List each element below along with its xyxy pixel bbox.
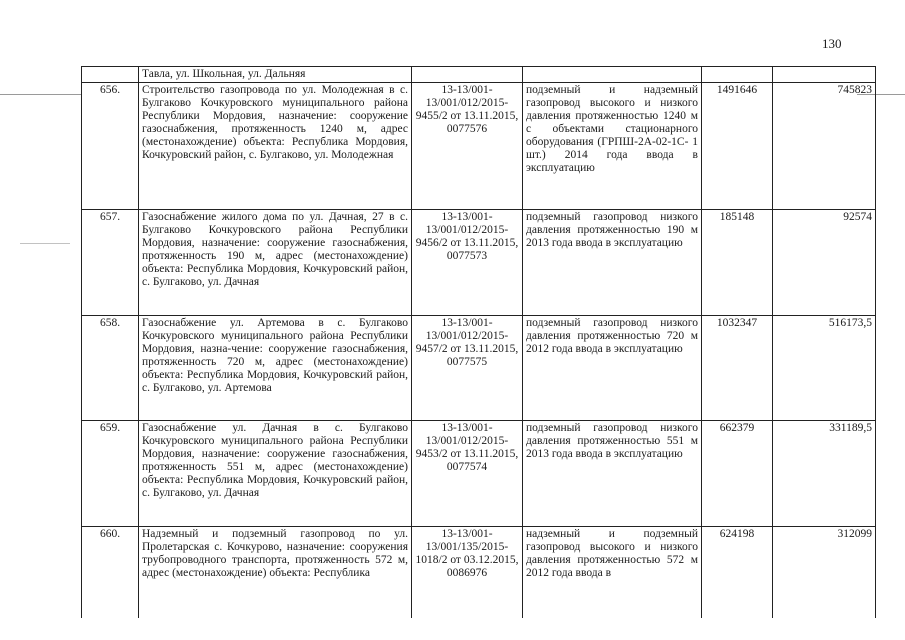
residual-value-cell bbox=[773, 67, 876, 83]
object-description-cell: Газоснабжение ул. Дачная в с. Булгаково Кочкуровского муниципального района Республики Мордовия, назначение: сооружение газоснабжения, протяженность 551 м, адрес (местонахождение) объекта: Республика Мордовия, Кочкуровский район, с. Булгаково, ул. Дачная bbox=[139, 421, 412, 527]
value-cell: 1032347 bbox=[702, 316, 773, 421]
characteristics-cell bbox=[523, 67, 702, 83]
row-number-cell: 657. bbox=[82, 210, 139, 316]
row-number-cell: 656. bbox=[82, 83, 139, 210]
characteristics-cell: подземный газопровод низкого давления протяженностью 720 м 2012 года ввода в эксплуатацию bbox=[523, 316, 702, 421]
registration-cell: 13-13/001-13/001/012/2015-9455/2 от 13.11.2015, 0077576 bbox=[412, 83, 523, 210]
scan-artifact-line bbox=[0, 94, 81, 95]
residual-value-cell: 745823 bbox=[773, 83, 876, 210]
table-row bbox=[82, 83, 876, 210]
value-cell: 662379 bbox=[702, 421, 773, 527]
object-description-cell: Надземный и подземный газопровод по ул. Пролетарская с. Кочкурово, назначение: сооружения трубопроводного транспорта, протяженность 572 м, адрес (местонахождение) объекта: Республика bbox=[139, 527, 412, 619]
table-row bbox=[82, 210, 876, 316]
registration-cell bbox=[412, 67, 523, 83]
object-description-cell: Газоснабжение ул. Артемова в с. Булгаково Кочкуровского муниципального района Республики Мордовия, назна-чение: сооружение газоснабжения, протяженность 720 м, адрес (местонахождение) объекта: Республика Мордовия, Кочкуровский район, с. Булгаково, ул. Артемова bbox=[139, 316, 412, 421]
registration-cell: 13-13/001-13/001/135/2015-1018/2 от 03.12.2015, 0086976 bbox=[412, 527, 523, 619]
registration-cell: 13-13/001-13/001/012/2015-9457/2 от 13.11.2015, 0077575 bbox=[412, 316, 523, 421]
value-cell: 185148 bbox=[702, 210, 773, 316]
scan-artifact-line bbox=[20, 243, 70, 244]
residual-value-cell: 516173,5 bbox=[773, 316, 876, 421]
residual-value-cell: 312099 bbox=[773, 527, 876, 619]
characteristics-cell: подземный газопровод низкого давления протяженностью 551 м 2013 года ввода в эксплуатацию bbox=[523, 421, 702, 527]
characteristics-cell: надземный и подземный газопровод высокого и низкого давления протяженностью 572 м 2012 года ввода в bbox=[523, 527, 702, 619]
registration-cell: 13-13/001-13/001/012/2015-9453/2 от 13.11.2015, 0077574 bbox=[412, 421, 523, 527]
residual-value-cell: 92574 bbox=[773, 210, 876, 316]
object-description-cell: Газоснабжение жилого дома по ул. Дачная, 27 в с. Булгаково Кочкуровского района Республики Мордовия, назначение: сооружение газоснабжения, протяженность 190 м, адрес (местонахождение) объекта: Республика Мордовия, Кочкуровский район, с. Булгаково, ул. Дачная bbox=[139, 210, 412, 316]
object-description-cell: Строительство газопровода по ул. Молодежная в с. Булгаково Кочкуровского муниципального района Республики Мордовия, назначение: сооружение газоснабжения, протяженность 1240 м, адрес (местонахождение) объекта: Республика Мордовия, Кочкуровский район, с. Булгаково, ул. Молодежная bbox=[139, 83, 412, 210]
value-cell: 1491646 bbox=[702, 83, 773, 210]
value-cell: 624198 bbox=[702, 527, 773, 619]
property-registry-table bbox=[81, 66, 876, 618]
registration-cell: 13-13/001-13/001/012/2015-9456/2 от 13.11.2015, 0077573 bbox=[412, 210, 523, 316]
table-row bbox=[82, 67, 876, 83]
row-number-cell bbox=[82, 67, 139, 83]
object-description-cell: Тавла, ул. Школьная, ул. Дальняя bbox=[139, 67, 412, 83]
value-cell bbox=[702, 67, 773, 83]
residual-value-cell: 331189,5 bbox=[773, 421, 876, 527]
row-number-cell: 658. bbox=[82, 316, 139, 421]
table-row bbox=[82, 316, 876, 421]
characteristics-cell: подземный газопровод низкого давления протяженностью 190 м 2013 года ввода в эксплуатацию bbox=[523, 210, 702, 316]
page-number: 130 bbox=[822, 36, 842, 51]
characteristics-cell: подземный и надземный газопровод высокого и низкого давления протяженностью 1240 м с объектами стационарного оборудования (ГРПШ-2А-02-1С- 1 шт.) 2014 года ввода в эксплуатацию bbox=[523, 83, 702, 210]
table-row bbox=[82, 421, 876, 527]
row-number-cell: 659. bbox=[82, 421, 139, 527]
table-row bbox=[82, 527, 876, 619]
row-number-cell: 660. bbox=[82, 527, 139, 619]
